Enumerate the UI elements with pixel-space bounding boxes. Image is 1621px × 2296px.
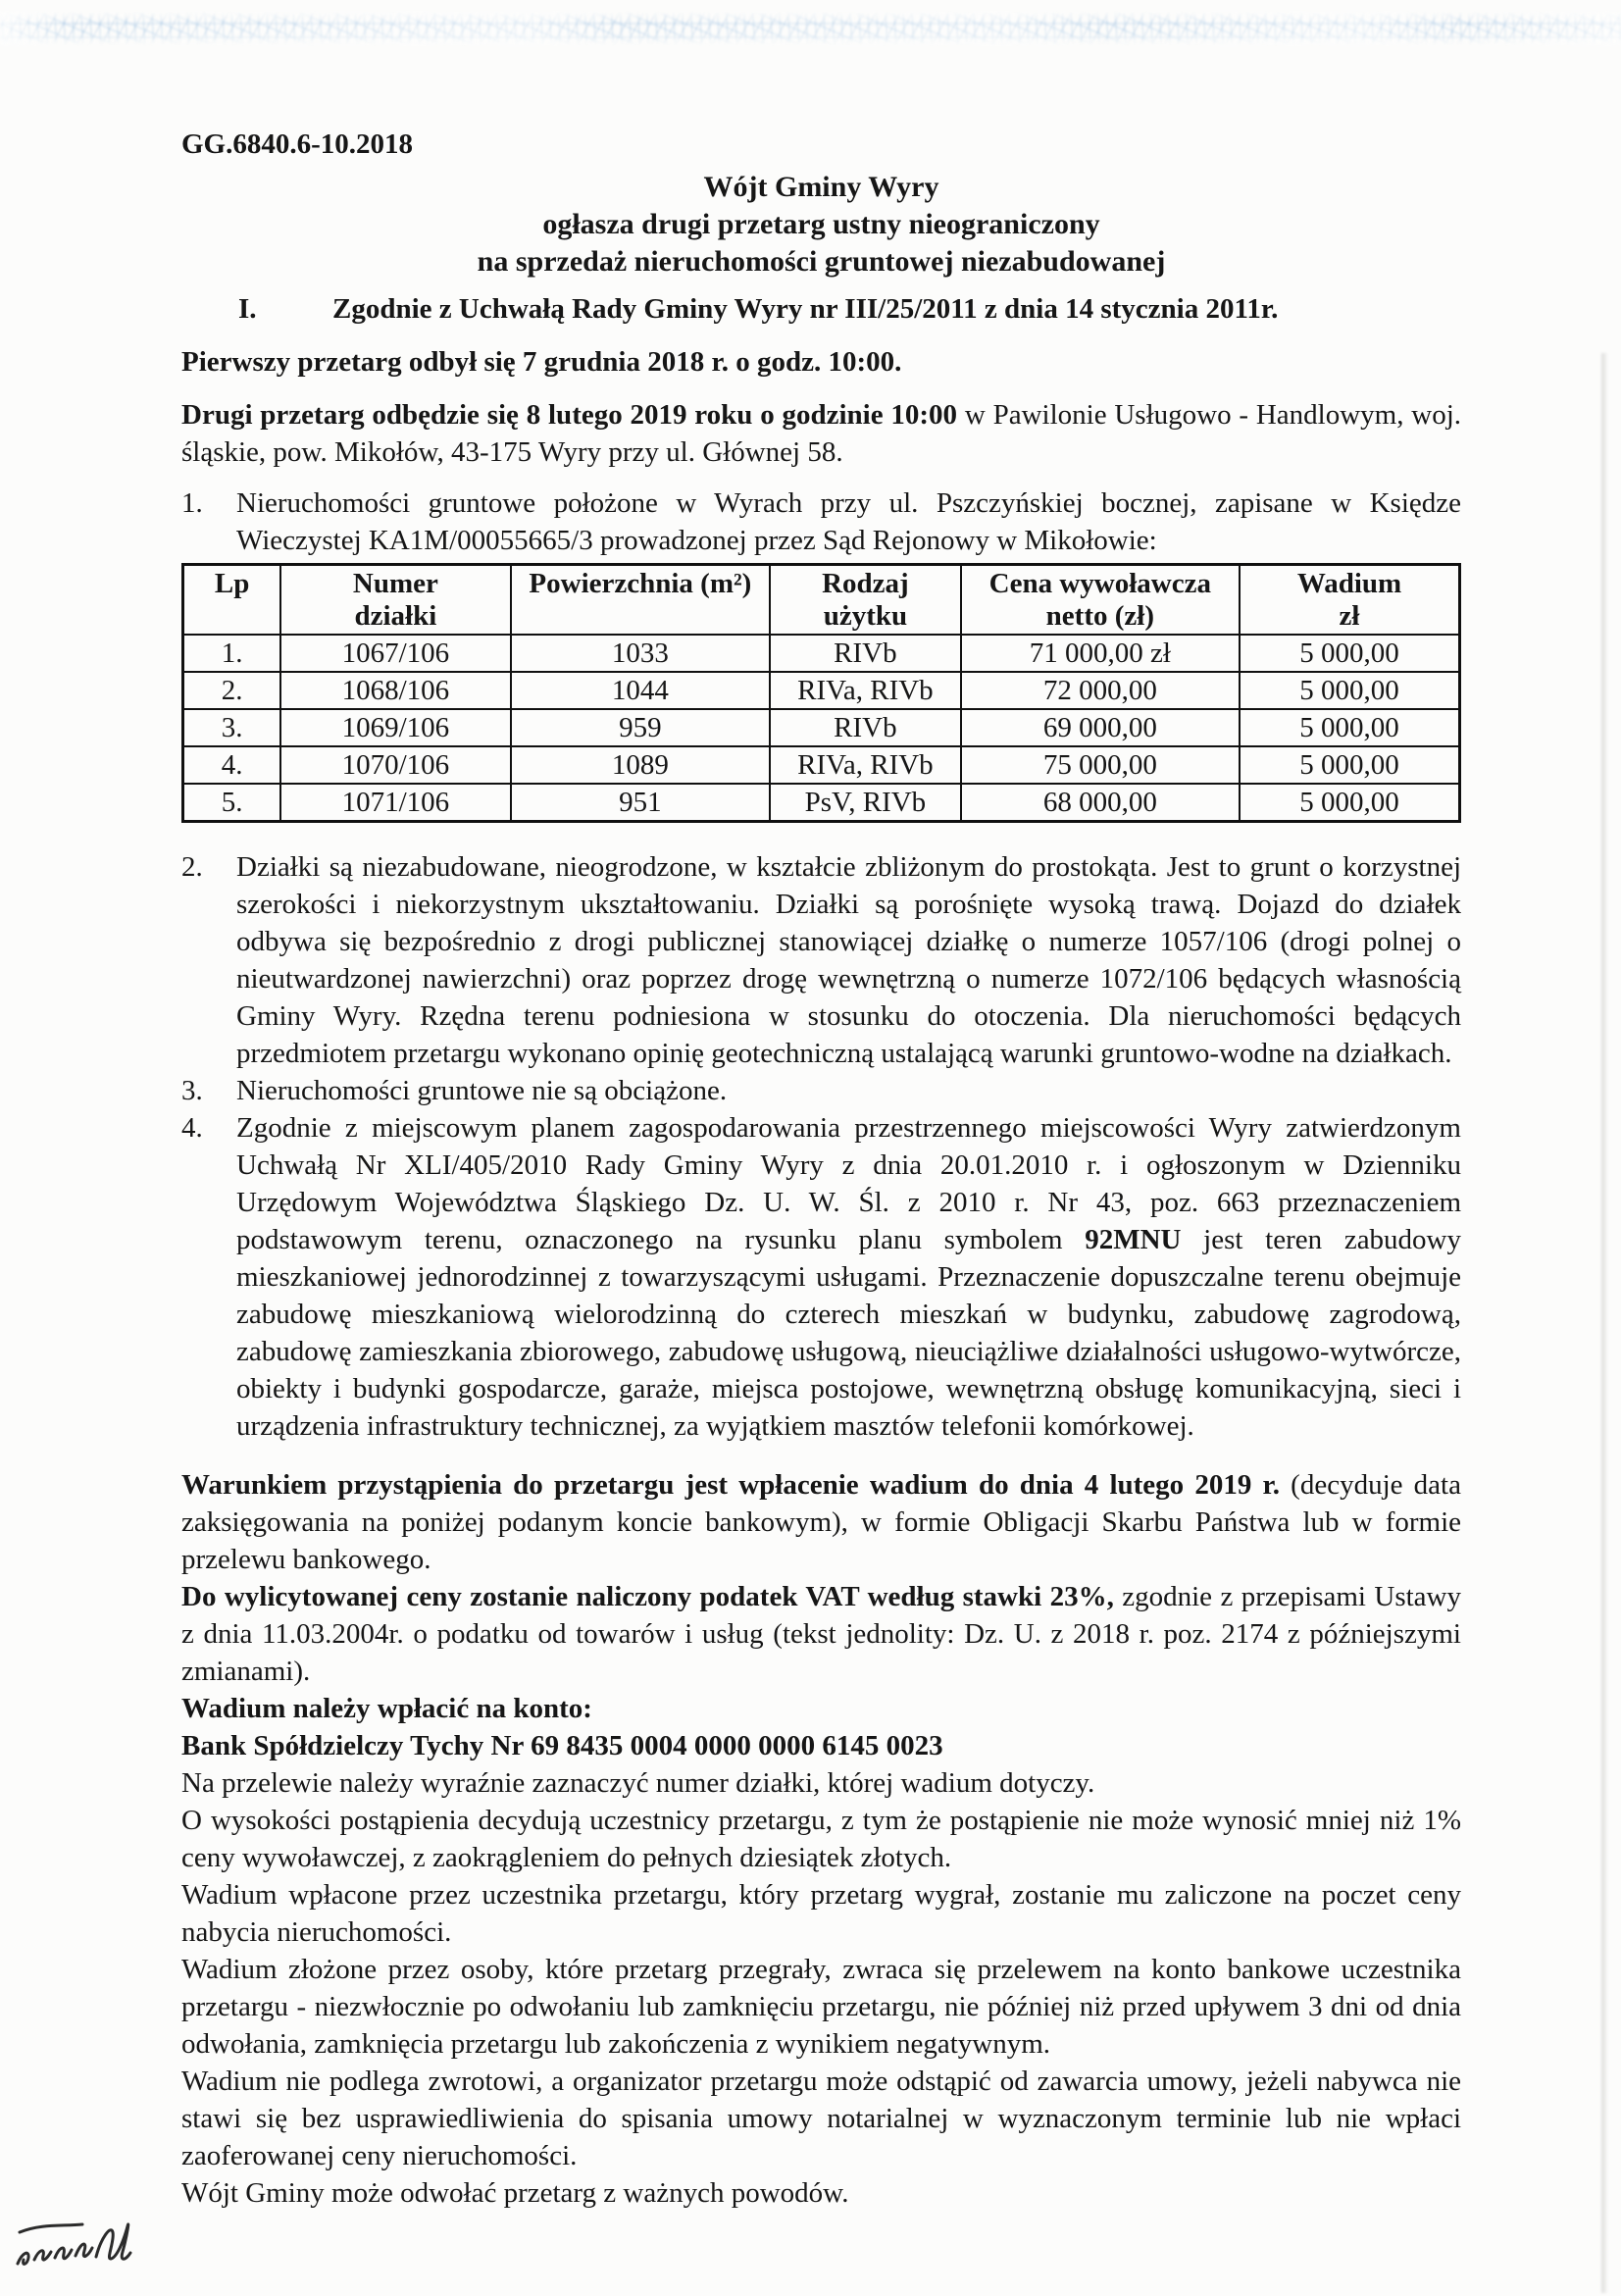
table-cell-parcel: 1067/106 <box>280 635 510 672</box>
document-title <box>181 169 1461 281</box>
col-header-price-line2: netto (zł) <box>1045 600 1154 632</box>
list-item-3-text: Nieruchomości gruntowe nie są obciążone. <box>236 1075 728 1106</box>
title-line-issuer: Wójt Gminy Wyry <box>703 171 939 203</box>
term-vat-bold: Do wylicytowanej ceny zostanie naliczony podatek VAT według stawki 23%, <box>181 1581 1114 1612</box>
auction-parcels-table <box>181 563 1461 823</box>
table-row <box>183 746 1460 784</box>
first-auction-note: Pierwszy przetarg odbył się 7 grudnia 2018 r. o godz. 10:00. <box>181 346 902 378</box>
col-header-land-use-line1: Rodzaj użytku <box>822 568 909 632</box>
table-cell-price: 72 000,00 <box>961 672 1240 709</box>
scan-artifact-top-band <box>0 12 1621 45</box>
bank-account-number: Bank Spółdzielczy Tychy Nr 69 8435 0004 0000 0000 6145 0023 <box>181 1730 943 1761</box>
col-header-deposit-line2: zł <box>1339 600 1360 632</box>
table-cell-land-use: PsV, RIVb <box>770 784 961 822</box>
col-header-starting-price <box>961 565 1240 636</box>
table-cell-area: 1044 <box>511 672 771 709</box>
table-cell-parcel: 1070/106 <box>280 746 510 784</box>
table-cell-area: 1033 <box>511 635 771 672</box>
list-item-2-text: Działki są niezabudowane, nieogrodzone, w kształcie zbliżonym do prostokąta. Jest to grunt o korzystnej szerokości i niekorzystnym ukształtowaniu. Działki są porośnięte wysoką trawą. Dojazd do działek odbywa się bezpośrednio z drogi publicznej stanowiącej działkę o numerze 1057/106 (drogi polnej o nieutwardzonej nawierzchni) oraz poprzez drogę wewnętrzną o numerze 1072/106 będących własnością Gminy Wyry. Rzędna terenu podniesiona w stosunku do otoczenia. Dla nieruchomości będących przedmiotem przetargu wykonano opinię geotechniczną ustalającą warunki gruntowo-wodne na działkach. <box>236 851 1461 1069</box>
table-row <box>183 672 1460 709</box>
second-auction-date-bold: Drugi przetarg odbędzie się 8 lutego 2019 roku o godzinie 10:00 <box>181 399 958 431</box>
second-auction-location: w Pawilonie Usługowo - Handlowym, woj. śląskie, pow. Mikołów, 43-175 Wyry przy ul. Głównej 58. <box>181 399 1462 468</box>
table-cell-area: 951 <box>511 784 771 822</box>
term-transfer-note: Na przelewie należy wyraźnie zaznaczyć numer działki, której wadium dotyczy. <box>181 1767 1095 1799</box>
list-item-4-text-b: jest teren zabudowy mieszkaniowej jednorodzinnej z towarzyszącymi usługami. Przeznaczenie dopuszczalne terenu obejmuje zabudowę mieszkaniową wielorodzinną do czterech mieszkań w budynku, zabudowę zagrodową, zabudowę zamieszkania zbiorowego, zabudowę usługową, nieuciążliwe działalności usługowo-wytwórcze, obiekty i budynki gospodarcze, garaże, miejsca postojowe, wewnętrzną obsługę komunikacyjną, sieci i urządzenia infrastruktury technicznej, za wyjątkiem masztów telefonii komórkowej. <box>236 1224 1462 1442</box>
table-cell-deposit: 5 000,00 <box>1240 784 1459 822</box>
list-item-1 <box>181 485 1461 559</box>
table-cell-deposit: 5 000,00 <box>1240 746 1459 784</box>
title-line-announcement: ogłasza drugi przetarg ustny nieograniczony <box>542 208 1100 240</box>
table-cell-land-use: RIVb <box>770 635 961 672</box>
list-item-3-number: 3. <box>181 1075 203 1106</box>
table-cell-deposit: 5 000,00 <box>1240 709 1459 746</box>
table-cell-deposit: 5 000,00 <box>1240 672 1459 709</box>
table-row <box>183 709 1460 746</box>
table-cell-area: 959 <box>511 709 771 746</box>
list-item-2-number: 2. <box>181 851 203 883</box>
table-row <box>183 784 1460 822</box>
table-cell-lp: 4. <box>183 746 281 784</box>
term-vat <box>181 1578 1461 1690</box>
col-header-parcel-line1: Numer <box>352 568 438 599</box>
list-item-4-text-a: Zgodnie z miejscowym planem zagospodarowania przestrzennego miejscowości Wyry zatwierdzonym Uchwałą Nr XLI/405/2010 Rady Gminy Wyry z dnia 20.01.2010 r. i ogłoszonym w Dzienniku Urzędowym Województwa Śląskiego Dz. U. W. Śl. z 2010 r. Nr 43, poz. 663 przeznaczeniem podstawowym terenu, oznaczonego na rysunku planu symbolem <box>236 1112 1461 1255</box>
col-header-parcel-number <box>280 565 510 636</box>
table-cell-area: 1089 <box>511 746 771 784</box>
table-header-row <box>183 565 1460 636</box>
table-cell-price: 75 000,00 <box>961 746 1240 784</box>
table-cell-lp: 2. <box>183 672 281 709</box>
term-wadium-deadline-rest: (decyduje data zaksięgowania na poniżej podanym koncie bankowym), w formie Obligacji Skarbu Państwa lub w formie przelewu bankowego. <box>181 1469 1461 1575</box>
table-cell-lp: 3. <box>183 709 281 746</box>
title-line-subject: na sprzedaż nieruchomości gruntowej niezabudowanej <box>477 245 1166 278</box>
term-bid-increment: O wysokości postąpienia decydują uczestnicy przetargu, z tym że postąpienie nie może wynosić mniej niż 1% ceny wywoławczej, z zaokrągleniem do pełnych dziesiątek złotych. <box>181 1805 1461 1873</box>
clause-roman-text: Zgodnie z Uchwałą Rady Gminy Wyry nr III/25/2011 z dnia 14 stycznia 2011r. <box>332 293 1279 325</box>
col-header-lp <box>183 565 281 636</box>
clause-roman-i <box>181 290 1461 328</box>
table-cell-land-use: RIVa, RIVb <box>770 746 961 784</box>
term-wadium-credited: Wadium wpłacone przez uczestnika przetargu, który przetarg wygrał, zostanie mu zaliczone na poczet ceny nabycia nieruchomości. <box>181 1879 1461 1948</box>
term-vat-rest: zgodnie z przepisami Ustawy z dnia 11.03.2004r. o podatku od towarów i usług (tekst jednolity: Dz. U. z 2018 r. poz. 2174 z późniejszymi zmianami). <box>181 1581 1461 1687</box>
document-page <box>181 126 1461 2212</box>
term-wadium-deadline-bold: Warunkiem przystąpienia do przetargu jest wpłacenie wadium do dnia 4 lutego 2019 r. <box>181 1469 1280 1501</box>
second-auction-paragraph <box>181 396 1461 471</box>
table-cell-price: 69 000,00 <box>961 709 1240 746</box>
table-cell-price: 68 000,00 <box>961 784 1240 822</box>
table-cell-parcel: 1071/106 <box>280 784 510 822</box>
col-header-land-use <box>770 565 961 636</box>
col-header-parcel-line2: działki <box>354 600 437 632</box>
table-cell-land-use: RIVb <box>770 709 961 746</box>
list-item-1-text: Nieruchomości gruntowe położone w Wyrach przy ul. Pszczyńskiej bocznej, zapisane w Księdze Wieczystej KA1M/00055665/3 prowadzonej przez Sąd Rejonowy w Mikołowie: <box>236 487 1461 556</box>
term-account-label: Wadium należy wpłacić na konto: <box>181 1693 592 1724</box>
col-header-area-line1: Powierzchnia (m²) <box>529 568 752 599</box>
reference-number: GG.6840.6-10.2018 <box>181 128 414 160</box>
col-header-price-line1: Cena wywoławcza <box>988 568 1211 599</box>
table-row <box>183 635 1460 672</box>
scan-edge-shadow-right <box>1601 353 1607 2293</box>
term-wadium-returned: Wadium złożone przez osoby, które przetarg przegrały, zwraca się przelewem na konto bankowe uczestnika przetargu - niezwłocznie po odwołaniu lub zamknięciu przetargu, nie później niż przed upływem 3 dni od dnia odwołania, zamknięcia przetargu lub zakończenia z wynikiem negatywnym. <box>181 1954 1461 2060</box>
table-cell-land-use: RIVa, RIVb <box>770 672 961 709</box>
col-header-deposit <box>1240 565 1459 636</box>
list-item-4-plan-symbol: 92MNU <box>1085 1224 1182 1255</box>
signature-scribble <box>12 2209 178 2291</box>
list-item-4 <box>181 1109 1461 1445</box>
table-cell-lp: 1. <box>183 635 281 672</box>
table-cell-deposit: 5 000,00 <box>1240 635 1459 672</box>
list-item-2 <box>181 848 1461 1072</box>
table-cell-parcel: 1068/106 <box>280 672 510 709</box>
table-cell-lp: 5. <box>183 784 281 822</box>
list-item-4-number: 4. <box>181 1112 203 1144</box>
list-item-1-number: 1. <box>181 487 203 519</box>
term-wadium-forfeited: Wadium nie podlega zwrotowi, a organizator przetargu może odstąpić od zawarcia umowy, jeżeli nabywca nie stawi się bez usprawiedliwienia do spisania umowy notarialnej w wyznaczonym terminie lub nie wpłaci zaoferowanej ceny nieruchomości. <box>181 2066 1461 2171</box>
table-cell-parcel: 1069/106 <box>280 709 510 746</box>
col-header-area <box>511 565 771 636</box>
term-wadium-deadline <box>181 1466 1461 1578</box>
table-cell-price: 71 000,00 zł <box>961 635 1240 672</box>
list-item-3 <box>181 1072 1461 1109</box>
col-header-lp-line1: Lp <box>214 568 250 599</box>
auction-terms <box>181 1466 1461 2212</box>
col-header-deposit-line1: Wadium <box>1296 568 1402 599</box>
clause-roman-number: I. <box>238 293 257 325</box>
term-cancellation: Wójt Gminy może odwołać przetarg z ważnych powodów. <box>181 2177 849 2209</box>
